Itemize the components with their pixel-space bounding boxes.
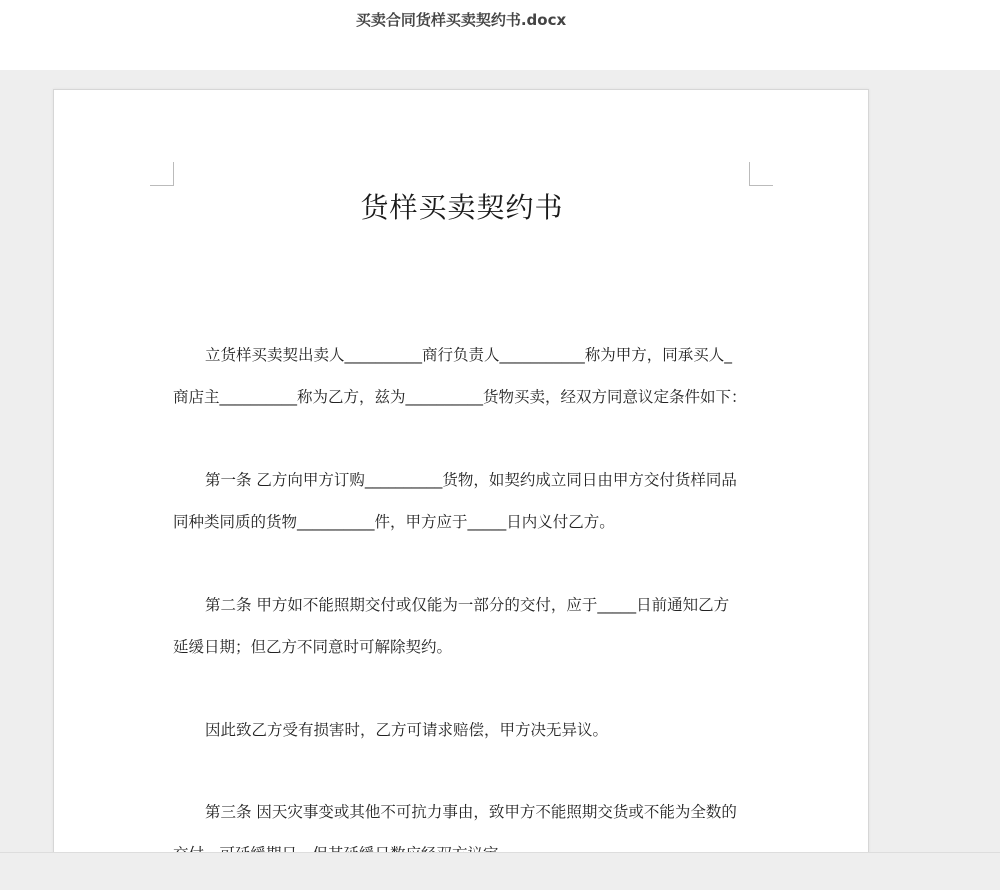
paragraph-article-2 <box>173 595 753 679</box>
title-bar <box>0 0 1000 70</box>
paragraph-line: 第二条 甲方如不能照期交付或仅能为一部分的交付，应于_____日前通知乙方 <box>205 596 730 614</box>
paragraph-preamble <box>173 345 753 429</box>
paragraph-line: 同种类同质的货物__________件，甲方应于_____日内义付乙方。 <box>173 513 615 531</box>
document-heading: 货样买卖契约书 <box>360 191 564 224</box>
paragraph-line: 第三条 因天灾事变或其他不可抗力事由，致甲方不能照期交货或不能为全数的 <box>205 803 737 821</box>
bottom-bar <box>0 852 1000 890</box>
paragraph-line: 延缓日期；但乙方不同意时可解除契约。 <box>173 638 453 656</box>
paragraph-article-1 <box>173 470 753 554</box>
document-viewer[interactable] <box>0 70 1000 852</box>
paragraph-article-2-continued <box>173 720 753 762</box>
paragraph-line: 商店主__________称为乙方，兹为__________货物买卖，经双方同意议定条件如下： <box>173 388 747 406</box>
document-filename: 买卖合同货样买卖契约书.docx <box>355 11 567 29</box>
margin-corner-mark-right <box>749 162 773 186</box>
paragraph-line: 因此致乙方受有损害时，乙方可请求赔偿，甲方决无异议。 <box>205 721 609 739</box>
paragraph-line: 第一条 乙方向甲方订购__________货物，如契约成立同日由甲方交付货样同品 <box>205 471 737 489</box>
document-page <box>53 89 869 889</box>
margin-corner-mark-left <box>150 162 174 186</box>
paragraph-line: 立货样买卖契出卖人__________商行负责人___________称为甲方，同承买人_ <box>205 346 733 364</box>
